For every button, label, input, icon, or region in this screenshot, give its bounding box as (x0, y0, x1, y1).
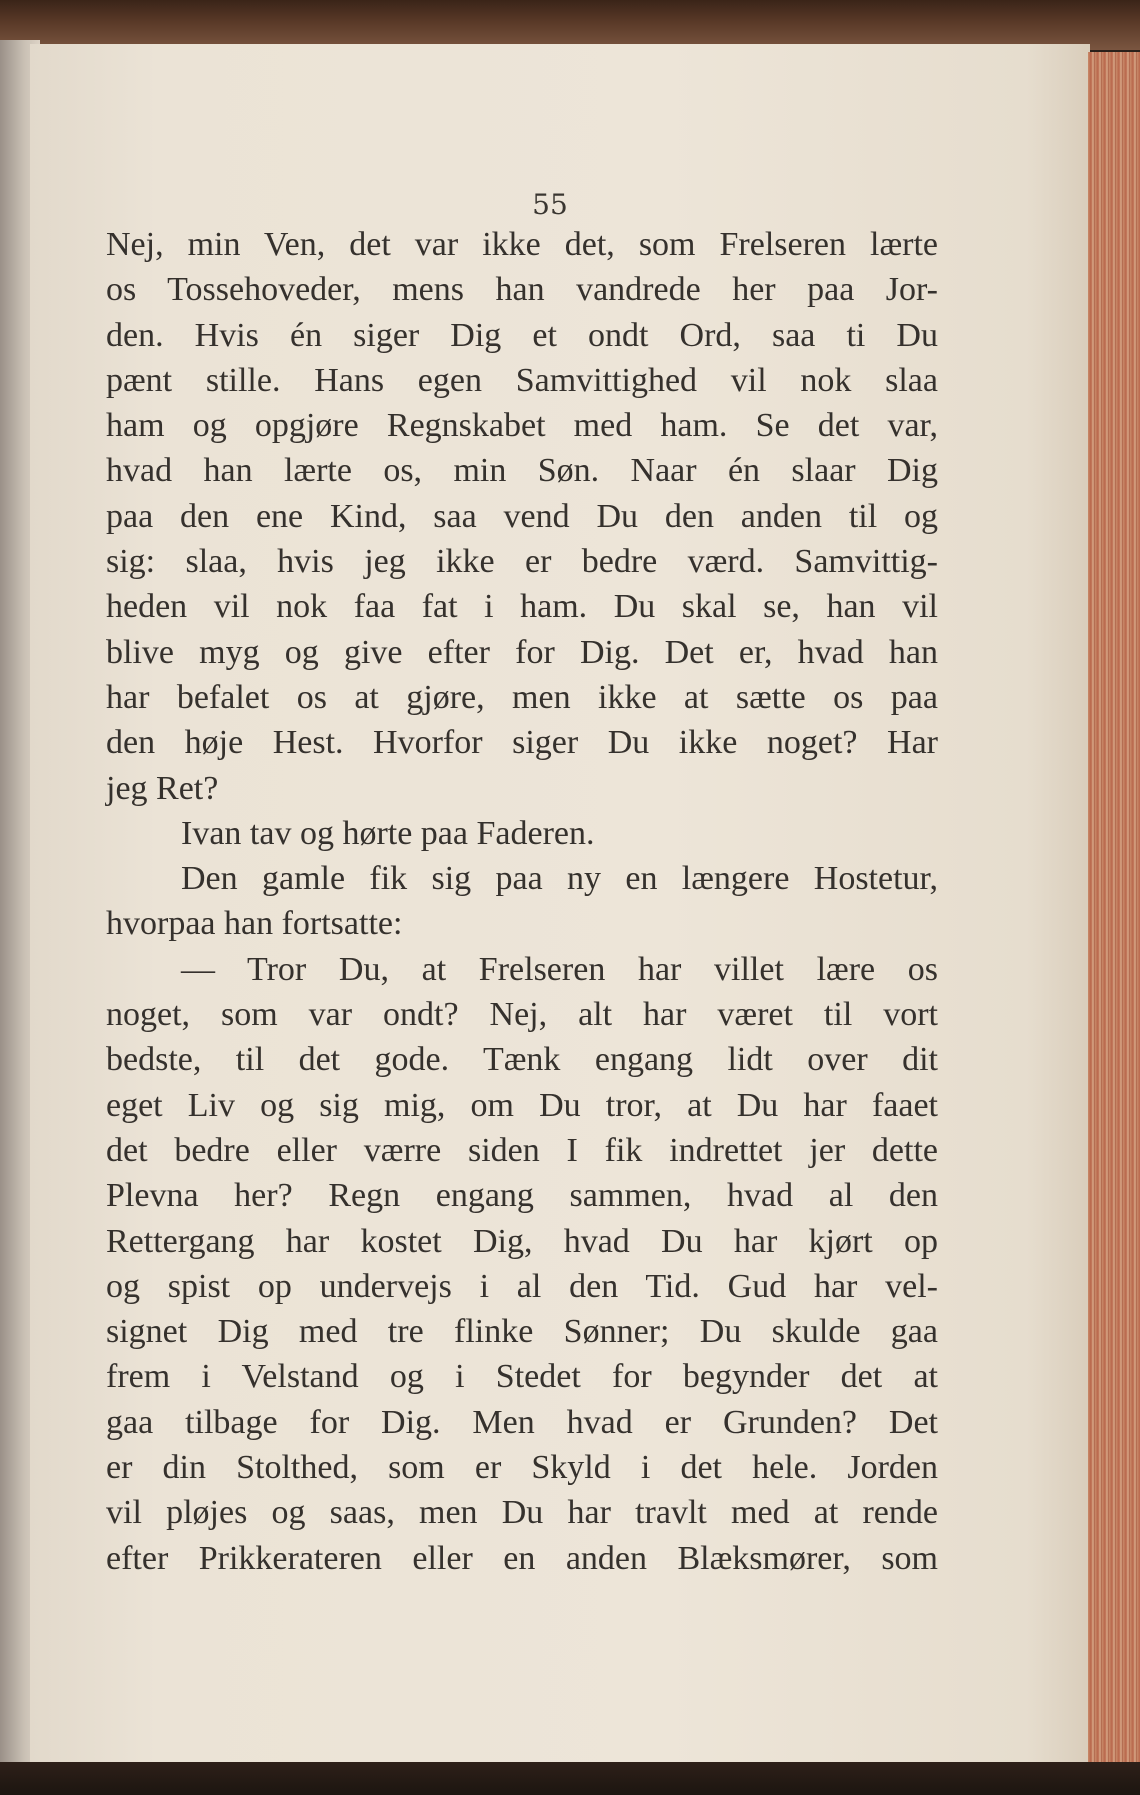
text-line: heden vil nok faa fat i ham. Du skal se, han vil (106, 588, 938, 626)
text-line: Ivan tav og hørte paa Faderen. (181, 814, 595, 852)
text-line: den. Hvis én siger Dig et ondt Ord, saa ti Du (106, 316, 938, 354)
text-line: frem i Velstand og i Stedet for begynder det at (106, 1358, 938, 1396)
body-text (106, 222, 938, 1581)
text-line: Plevna her? Regn engang sammen, hvad al den (106, 1177, 938, 1215)
text-line: ham og opgjøre Regnskabet med ham. Se det var, (106, 407, 938, 445)
text-line: signet Dig med tre flinke Sønner; Du skulde gaa (106, 1313, 938, 1351)
text-line: — Tror Du, at Frelseren har villet lære os (181, 950, 938, 988)
text-line: Rettergang har kostet Dig, hvad Du har kjørt op (106, 1222, 938, 1260)
text-line: os Tossehoveder, mens han vandrede her paa Jor- (106, 271, 938, 309)
text-line: eget Liv og sig mig, om Du tror, at Du har faaet (106, 1086, 938, 1124)
text-line: er din Stolthed, som er Skyld i det hele. Jorden (106, 1449, 938, 1487)
text-line: hvorpaa han fortsatte: (106, 905, 403, 943)
book-binding-bottom (0, 1762, 1140, 1795)
text-line: noget, som var ondt? Nej, alt har været til vort (106, 996, 938, 1034)
text-line: gaa tilbage for Dig. Men hvad er Grunden? Det (106, 1403, 938, 1441)
text-line: pænt stille. Hans egen Samvittighed vil nok slaa (106, 361, 938, 399)
text-line: Den gamle fik sig paa ny en længere Hostetur, (181, 860, 938, 898)
text-line: paa den ene Kind, saa vend Du den anden til og (106, 497, 938, 535)
text-line: og spist op undervejs i al den Tid. Gud har vel- (106, 1267, 938, 1305)
text-line: efter Prikkerateren eller en anden Blæksmører, som (106, 1539, 938, 1577)
text-line: bedste, til det gode. Tænk engang lidt over dit (106, 1041, 938, 1079)
text-line: jeg Ret? (106, 769, 219, 807)
page-edges (1088, 52, 1140, 1762)
text-line: den høje Hest. Hvorfor siger Du ikke noget? Har (106, 724, 938, 762)
text-line: det bedre eller værre siden I fik indrettet jer dette (106, 1131, 938, 1169)
text-line: vil pløjes og saas, men Du har travlt med at rende (106, 1494, 938, 1532)
page-number: 55 (532, 188, 568, 221)
text-line: sig: slaa, hvis jeg ikke er bedre værd. Samvittig- (106, 543, 938, 581)
text-line: Nej, min Ven, det var ikke det, som Frelseren lærte (106, 226, 938, 263)
text-line: blive myg og give efter for Dig. Det er, hvad han (106, 633, 938, 671)
book-binding-top (0, 0, 1140, 50)
text-line: har befalet os at gjøre, men ikke at sætte os paa (106, 678, 938, 716)
text-line: hvad han lærte os, min Søn. Naar én slaar Dig (106, 452, 938, 490)
